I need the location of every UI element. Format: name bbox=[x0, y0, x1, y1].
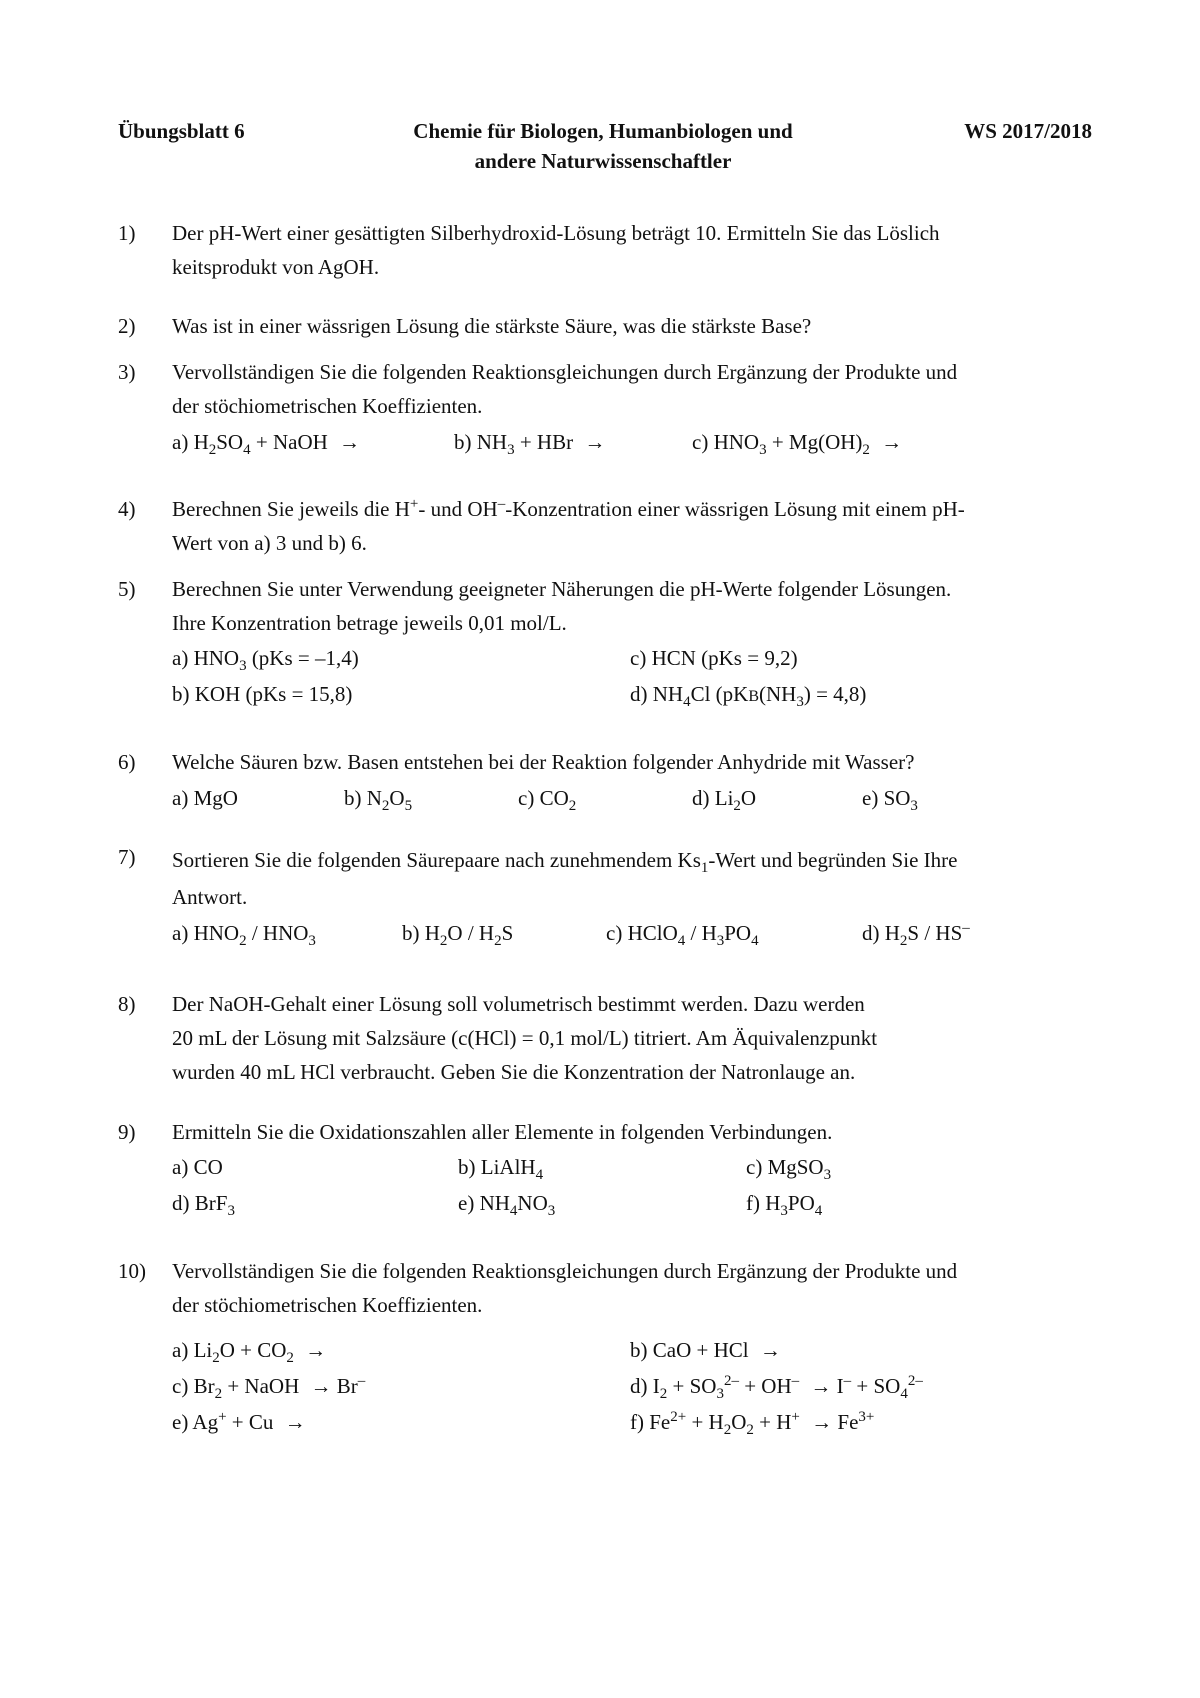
question-text-line-2: Antwort. bbox=[172, 885, 248, 909]
question-text-line-2: Ihre Konzentration betrage jeweils 0,01 mol/L. bbox=[172, 611, 567, 635]
option-d-tail: (NH bbox=[759, 682, 797, 706]
option-a: a) $HNO_2 / HNO_3$ bbox=[172, 921, 316, 949]
question-text-line-1: Der NaOH-Gehalt einer Lösung soll volumetrisch bestimmt werden. Dazu werden bbox=[172, 992, 865, 1016]
question-number: 6) bbox=[118, 750, 136, 774]
option-c: c) HClO$_4$ / $H_3PO_4$ bbox=[606, 921, 759, 949]
reaction-a: a) $Li_2O + CO_2$ → bbox=[172, 1338, 327, 1366]
option-f: f) $H_3PO_4$ bbox=[746, 1191, 823, 1219]
option-b: b) $N_2O_5$ bbox=[344, 786, 413, 814]
option-a: a) MgO bbox=[172, 786, 238, 810]
question-number: 4) bbox=[118, 497, 136, 521]
reaction-a: a) $H_2SO_4$ + NaOH → bbox=[172, 430, 361, 458]
reaction-c: c) $Br_2$ + NaOH → Br– bbox=[172, 1373, 366, 1402]
question-text-line-1: Welche Säuren bzw. Basen entstehen bei der Reaktion folgender Anhydride mit Wasser? bbox=[172, 750, 915, 774]
option-b: b) $H_2O / H_2S$ bbox=[402, 921, 514, 949]
option-row-2 bbox=[172, 676, 1098, 712]
text-part: Berechnen Sie jeweils die H bbox=[172, 497, 410, 521]
reaction-d: d) $I_2 + SO_3^{2-} + OH^- \to I^- + SO_4^{2-}$ bbox=[630, 1373, 923, 1402]
option-d: d) $NH_4Cl$ $(pKB(NH_3) = 4,8)$ bbox=[630, 682, 867, 710]
course-title-line-2: andere Naturwissenschaftler bbox=[474, 149, 732, 173]
reaction-list bbox=[172, 423, 1098, 461]
reaction-row-1 bbox=[172, 1332, 1098, 1368]
question-text-line-2: Wert von a) 3 und b) 6. bbox=[172, 531, 367, 555]
sheet-number: Übungsblatt 6 bbox=[118, 119, 245, 143]
option-d: d) $H_2S / HS^-$ bbox=[862, 920, 970, 949]
course-title bbox=[330, 116, 876, 176]
option-d: d) $Li_2O$ bbox=[692, 786, 757, 814]
question-text-line-1: Was ist in einer wässrigen Lösung die stärkste Säure, was die stärkste Base? bbox=[172, 314, 812, 338]
reaction-b: b) CaO + HCl → bbox=[630, 1338, 781, 1362]
reaction-b: b) $NH_3$ + HBr → bbox=[454, 430, 606, 458]
reaction-b-label: b) bbox=[454, 430, 477, 454]
question-text-line-2: der stöchiometrischen Koeffizienten. bbox=[172, 1293, 483, 1317]
question-text-line-3: wurden 40 mL HCl verbraucht. Geben Sie die Konzentration der Natronlauge an. bbox=[172, 1060, 856, 1084]
reaction-e-label: e) Ag bbox=[172, 1410, 219, 1434]
text-part: Sortieren Sie die folgenden Säurepaare nach zunehmendem Ks bbox=[172, 848, 701, 872]
option-c: c) HCN (pKs = 9,2) bbox=[630, 646, 798, 670]
option-e: e) $NH_4NO_3$ bbox=[458, 1191, 556, 1219]
option-row-1 bbox=[172, 640, 1098, 676]
text-part: -Konzentration einer wässrigen Lösung mit einem pH- bbox=[505, 497, 965, 521]
reaction-a-label: a) bbox=[172, 430, 194, 454]
question-number: 7) bbox=[118, 845, 136, 869]
question-text-line-1: Sortieren Sie die folgenden Säurepaare nach zunehmendem $Ks_1$-Wert und begründen Sie Ihre bbox=[172, 848, 958, 876]
question-number: 8) bbox=[118, 992, 136, 1016]
reaction-f: f) $Fe^{2+} + H_2O_2 + H^+ \to Fe^{3+}$ bbox=[630, 1409, 875, 1438]
question-number: 1) bbox=[118, 221, 136, 245]
question-text-line-2: keitsprodukt von AgOH. bbox=[172, 255, 380, 279]
reaction-row-3 bbox=[172, 1404, 1098, 1440]
option-a: a) $HNO_3$ (pKs = –1,4) bbox=[172, 646, 359, 674]
question-text-line-1: Vervollständigen Sie die folgenden Reaktionsgleichungen durch Ergänzung der Produkte und bbox=[172, 1259, 958, 1283]
course-title-line-1: Chemie für Biologen, Humanbiologen und bbox=[413, 119, 793, 143]
reaction-c-label: c) bbox=[692, 430, 714, 454]
option-a-tail: (pKs = –1,4) bbox=[246, 646, 359, 670]
question-text-line-2: der stöchiometrischen Koeffizienten. bbox=[172, 394, 483, 418]
anhydride-list bbox=[172, 779, 1098, 817]
question-text-line-1: Vervollständigen Sie die folgenden Reaktionsgleichungen durch Ergänzung der Produkte und bbox=[172, 360, 958, 384]
reaction-row-2 bbox=[172, 1368, 1098, 1404]
reaction-e: e) Ag+ + Cu → bbox=[172, 1409, 306, 1434]
question-text-line-1: Berechnen Sie jeweils die H+- und OH–-Konzentration einer wässrigen Lösung mit einem pH- bbox=[172, 496, 965, 521]
question-text-line-1: Ermitteln Sie die Oxidationszahlen aller Elemente in folgenden Verbindungen. bbox=[172, 1120, 833, 1144]
question-text-line-2: 20 mL der Lösung mit Salzsäure (c(HCl) = 0,1 mol/L) titriert. Am Äquivalenzpunkt bbox=[172, 1026, 878, 1050]
question-number: 10) bbox=[118, 1259, 146, 1283]
text-part: -Wert und begründen Sie Ihre bbox=[708, 848, 958, 872]
option-c: c) $CO_2$ bbox=[518, 786, 577, 814]
question-number: 9) bbox=[118, 1120, 136, 1144]
question-text-line-1: Berechnen Sie unter Verwendung geeigneter Näherungen die pH-Werte folgender Lösungen. bbox=[172, 577, 952, 601]
compound-row-1 bbox=[172, 1149, 1098, 1185]
option-d: d) BrF$_3$ bbox=[172, 1191, 235, 1219]
question-number: 2) bbox=[118, 314, 136, 338]
text-part: - und OH bbox=[418, 497, 498, 521]
acid-pair-list bbox=[172, 914, 1098, 952]
compound-row-2 bbox=[172, 1185, 1098, 1221]
option-b: b) KOH (pKs = 15,8) bbox=[172, 682, 353, 706]
question-text-line-1: Der pH-Wert einer gesättigten Silberhydroxid-Lösung beträgt 10. Ermitteln Sie das Löslich bbox=[172, 221, 940, 245]
option-b: b) LiAlH$_4$ bbox=[458, 1155, 544, 1183]
option-a: a) CO bbox=[172, 1155, 223, 1179]
question-number: 5) bbox=[118, 577, 136, 601]
option-c: c) MgSO$_3$ bbox=[746, 1155, 832, 1183]
reaction-b-text: b) CaO + HCl bbox=[630, 1338, 749, 1362]
question-number: 3) bbox=[118, 360, 136, 384]
semester: WS 2017/2018 bbox=[964, 119, 1092, 143]
option-e: e) $SO_3$ bbox=[862, 786, 918, 814]
reaction-c: c) $HNO_3 + Mg(OH)_2$ → bbox=[692, 430, 903, 458]
